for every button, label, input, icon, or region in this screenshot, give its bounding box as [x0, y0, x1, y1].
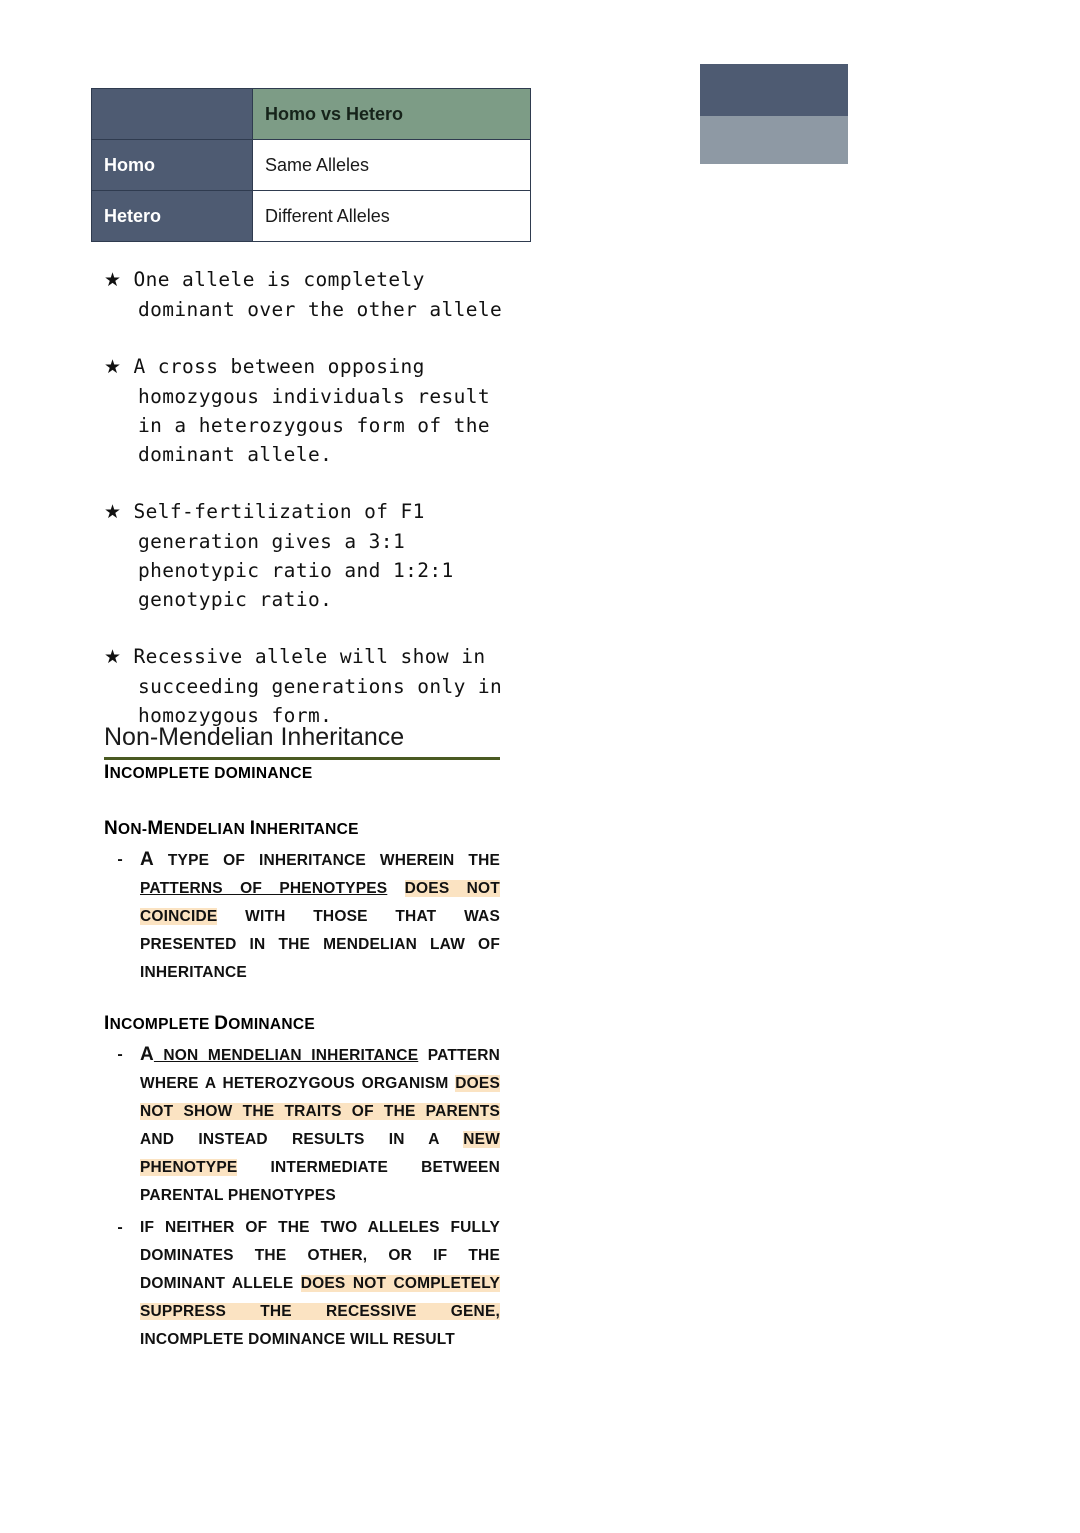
heading-divider — [104, 757, 500, 760]
table-corner-cell — [92, 89, 253, 140]
bullet-segment-highlight: DOES NOT COMPLETELY SUPPRESS THE RECESSIVE GENE, — [140, 1275, 500, 1320]
star-icon: ★ — [104, 501, 122, 523]
subheading-part: D — [214, 1013, 229, 1034]
star-icon: ★ — [104, 646, 122, 668]
table-row — [92, 140, 531, 191]
homo-hetero-table — [91, 88, 531, 242]
subheading-rest: NCOMPLETE DOMINANCE — [109, 765, 313, 782]
list-item — [104, 265, 524, 324]
bullet-dash: - — [117, 851, 123, 868]
bullet-text — [140, 1214, 500, 1354]
bullet-segment: PATTERN WHERE A HETEROZYGOUS ORGANISM — [140, 1047, 500, 1092]
table-row — [92, 191, 531, 242]
color-swatch-dark — [700, 64, 848, 116]
bullet-segment-underline: NON MENDELIAN INHERITANCE — [153, 1047, 419, 1064]
bullet-block-incomplete-dominance — [100, 1041, 500, 1358]
star-bullet-text: A cross between opposing homozygous individuals result in a heterozygous form of the dominant allele. — [133, 355, 491, 466]
subheading-part: NHERITANCE — [255, 821, 359, 838]
bullet-segment: INTERMEDIATE BETWEEN PARENTAL PHENOTYPES — [140, 1159, 500, 1204]
list-item — [104, 497, 524, 614]
bullet-segment-highlight: DOES NOT SHOW THE TRAITS OF THE PARENTS — [140, 1075, 500, 1120]
subheading-part: I — [249, 818, 256, 839]
star-icon: ★ — [104, 269, 122, 291]
table-row-value-hetero: Different Alleles — [253, 191, 531, 242]
star-bullet-list — [104, 265, 524, 758]
subheading-part: ENDELIAN — [163, 821, 250, 838]
list-item — [100, 1214, 500, 1354]
bullet-text — [140, 846, 500, 987]
bullet-segment-highlight: NEW PHENOTYPE — [140, 1131, 500, 1176]
subheading-part: NCOMPLETE — [109, 1016, 215, 1033]
star-bullet-text: One allele is completely dominant over the other allele — [133, 268, 503, 321]
color-swatch-gray — [700, 116, 848, 164]
subheading-non-mendelian-inheritance — [104, 818, 359, 840]
table-row-label-homo: Homo — [92, 140, 253, 191]
bullet-segment-underline: PATTERNS OF PHENOTYPES — [140, 880, 388, 897]
page-title: Non-Mendelian Inheritance — [104, 723, 405, 751]
list-item — [100, 846, 500, 987]
table-row-label-hetero: Hetero — [92, 191, 253, 242]
subheading-initial: I — [104, 762, 110, 783]
table-header-cell: Homo vs Hetero — [253, 89, 531, 140]
bullet-block-non-mendelian — [100, 846, 500, 991]
list-item — [100, 1041, 500, 1210]
table-row — [92, 89, 531, 140]
subheading-incomplete-dominance-2 — [104, 1013, 315, 1035]
bullet-dash: - — [117, 1219, 123, 1236]
subheading-part: ON- — [118, 821, 148, 838]
bullet-text — [140, 1041, 500, 1210]
section-heading — [104, 723, 502, 760]
bullet-segment: AND INSTEAD RESULTS IN A — [140, 1131, 464, 1148]
table-row-value-homo: Same Alleles — [253, 140, 531, 191]
subheading-part: N — [104, 818, 119, 839]
list-item — [104, 642, 524, 730]
bullet-segment: WITH THOSE THAT WAS PRESENTED IN THE MENDELIAN LAW OF INHERITANCE — [140, 908, 500, 981]
subheading-incomplete-dominance — [104, 762, 313, 784]
subheading-part: I — [104, 1013, 110, 1034]
bullet-segment: IF NEITHER OF THE TWO ALLELES FULLY DOMINATES THE OTHER, OR IF THE DOMINANT ALLELE — [140, 1219, 500, 1292]
subheading-part: M — [147, 818, 164, 839]
list-item — [104, 352, 524, 469]
star-icon: ★ — [104, 356, 122, 378]
bullet-lead-letter: A — [140, 1044, 154, 1065]
bullet-lead-letter: A — [140, 849, 154, 870]
star-bullet-text: Recessive allele will show in succeeding generations only in homozygous form. — [133, 645, 503, 727]
bullet-segment: INCOMPLETE DOMINANCE WILL RESULT — [140, 1331, 455, 1348]
star-bullet-text: Self-fertilization of F1 generation gives a 3:1 phenotypic ratio and 1:2:1 genotypic ratio. — [133, 500, 454, 611]
bullet-dash: - — [117, 1046, 123, 1063]
bullet-segment: TYPE OF INHERITANCE WHEREIN THE — [153, 852, 500, 869]
subheading-part: OMINANCE — [228, 1016, 316, 1033]
bullet-segment-highlight: DOES NOT COINCIDE — [140, 880, 500, 925]
